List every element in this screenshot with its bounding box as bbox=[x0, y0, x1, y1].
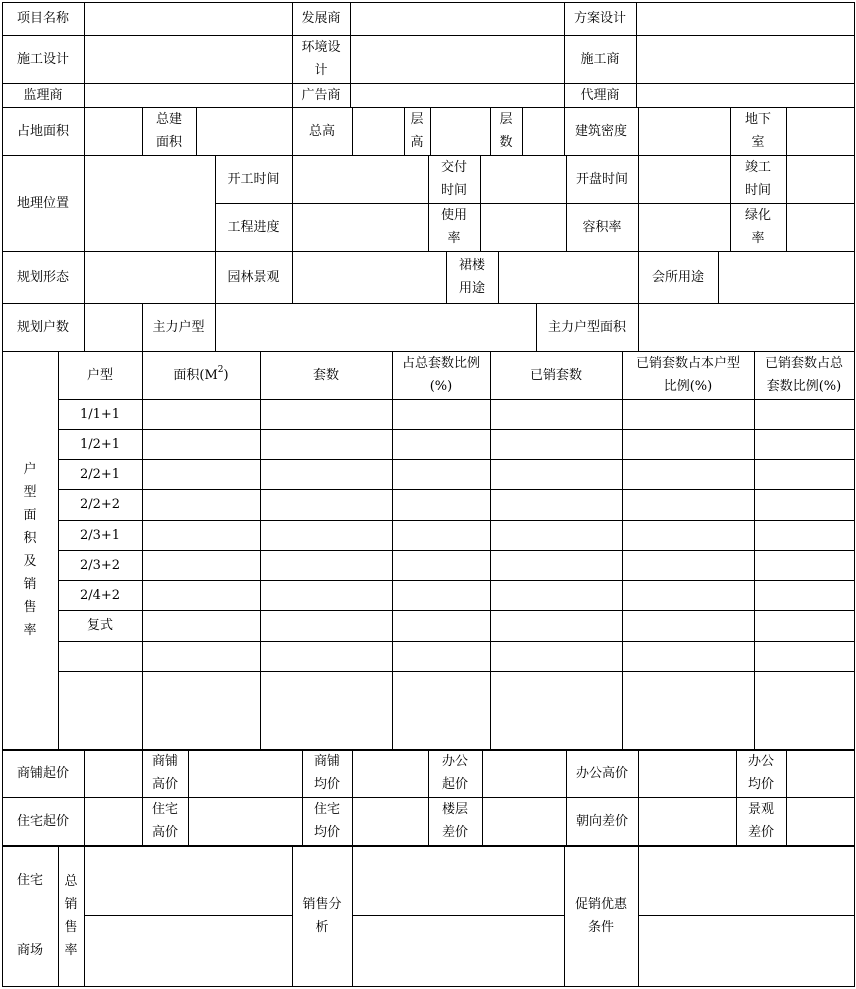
agent-label: 代理商 bbox=[580, 87, 620, 103]
grid-line bbox=[490, 351, 491, 749]
col-area-text: 面积(M bbox=[173, 367, 218, 383]
green-rate-label: 绿化 率 bbox=[744, 208, 771, 246]
completion-time-label: 竣工 时间 bbox=[744, 160, 771, 198]
grid-line bbox=[854, 2, 855, 987]
project-name-label: 项目名称 bbox=[16, 11, 69, 26]
office-avg-price-label: 办公 均价 bbox=[747, 754, 774, 792]
grid-line bbox=[58, 489, 855, 490]
grid-line bbox=[292, 251, 293, 303]
grid-line bbox=[352, 845, 353, 986]
grid-line bbox=[58, 520, 855, 521]
grid-line bbox=[215, 303, 216, 351]
grid-line bbox=[352, 749, 353, 845]
grid-line bbox=[754, 351, 755, 749]
col-unit-type: 户型 bbox=[86, 367, 113, 383]
households-label: 规划户数 bbox=[16, 319, 69, 335]
grid-line bbox=[352, 107, 353, 155]
grid-line bbox=[480, 155, 481, 251]
grid-line bbox=[2, 2, 855, 3]
grid-line bbox=[522, 107, 523, 155]
residential-label: 住宅 bbox=[16, 872, 43, 888]
col-sets: 套数 bbox=[312, 367, 339, 383]
grid-line bbox=[2, 251, 855, 252]
grid-line bbox=[2, 83, 855, 84]
grid-line bbox=[84, 2, 85, 107]
promotion-label: 促销优惠 条件 bbox=[574, 896, 627, 935]
start-time-label: 开工时间 bbox=[227, 171, 280, 187]
col-area bbox=[142, 351, 260, 399]
unit-type-cell: 复式 bbox=[86, 618, 113, 633]
grid-line bbox=[622, 351, 623, 749]
sales-analysis-label: 销售分 析 bbox=[302, 896, 342, 935]
grid-line bbox=[498, 251, 499, 303]
office-high-price-label: 办公高价 bbox=[575, 765, 628, 781]
grid-line bbox=[638, 845, 639, 986]
total-floor-area-label: 总建 面积 bbox=[155, 112, 182, 150]
land-area-label: 占地面积 bbox=[16, 123, 69, 139]
col-share: 占总套数比例 (%) bbox=[401, 356, 480, 394]
office-start-price-label: 办公 起价 bbox=[441, 754, 468, 792]
building-density-label: 建筑密度 bbox=[574, 123, 627, 139]
grid-line bbox=[58, 459, 855, 460]
grid-line bbox=[638, 107, 639, 155]
grid-line bbox=[58, 399, 855, 400]
total-height-label: 总高 bbox=[308, 123, 335, 139]
res-high-price-label: 住宅 高价 bbox=[151, 802, 178, 840]
grid-line bbox=[58, 641, 855, 642]
progress-label: 工程进度 bbox=[227, 219, 280, 235]
opening-time-label: 开盘时间 bbox=[575, 171, 628, 187]
shop-high-price-label: 商铺 高价 bbox=[151, 754, 178, 792]
grid-line bbox=[58, 550, 855, 551]
grid-line bbox=[188, 749, 189, 845]
grid-line bbox=[84, 749, 85, 845]
col-sold-ratio-total: 已销套数占总 套数比例(%) bbox=[764, 356, 843, 394]
grid-line bbox=[58, 580, 855, 581]
shop-start-price-label: 商铺起价 bbox=[16, 765, 69, 781]
floor-diff-label: 楼层 差价 bbox=[441, 802, 468, 840]
col-sold: 已销套数 bbox=[529, 367, 582, 383]
grid-line bbox=[58, 671, 855, 672]
developer-label: 发展商 bbox=[301, 11, 341, 26]
unit-type-cell: 2/2+2 bbox=[79, 497, 121, 512]
grid-line bbox=[430, 107, 431, 155]
shop-avg-price-label: 商铺 均价 bbox=[313, 754, 340, 792]
grid-line bbox=[84, 915, 292, 916]
grid-line bbox=[392, 351, 393, 749]
planning-form-label: 规划形态 bbox=[16, 269, 69, 285]
supervisor-label: 监理商 bbox=[23, 87, 63, 103]
unit-type-cell: 1/1+1 bbox=[79, 406, 121, 422]
orientation-diff-label: 朝向差价 bbox=[575, 813, 628, 829]
col-area-close: ) bbox=[223, 367, 229, 383]
grid-line bbox=[786, 749, 787, 845]
advertiser-label: 广告商 bbox=[301, 87, 341, 103]
plot-ratio-label: 容积率 bbox=[582, 219, 622, 235]
location-label: 地理位置 bbox=[16, 195, 69, 211]
unit-type-cell: 2/2+1 bbox=[79, 466, 121, 482]
main-unit-area-label: 主力户型面积 bbox=[547, 319, 626, 335]
grid-line bbox=[718, 251, 719, 303]
club-use-label: 会所用途 bbox=[651, 269, 704, 285]
res-avg-price-label: 住宅 均价 bbox=[313, 802, 340, 840]
grid-line bbox=[352, 915, 564, 916]
unit-table-side-label: 户 型 面 积 及 销 售 率 bbox=[23, 462, 37, 638]
total-sales-rate-label: 总 销 售 率 bbox=[64, 873, 78, 958]
grid-line bbox=[350, 2, 351, 107]
mall-label: 商场 bbox=[16, 943, 43, 958]
grid-line bbox=[292, 155, 293, 251]
grid-line bbox=[84, 155, 85, 251]
main-unit-label: 主力户型 bbox=[152, 319, 205, 335]
unit-type-cell: 2/3+2 bbox=[79, 557, 121, 573]
grid-line bbox=[2, 845, 855, 847]
grid-line bbox=[196, 107, 197, 155]
construction-design-label: 施工设计 bbox=[16, 51, 69, 67]
res-start-price-label: 住宅起价 bbox=[16, 813, 69, 829]
grid-line bbox=[84, 107, 85, 155]
grid-line bbox=[636, 2, 637, 107]
grid-line bbox=[58, 610, 855, 611]
podium-use-label: 裙楼 用途 bbox=[458, 258, 485, 296]
grid-line bbox=[2, 986, 855, 987]
grid-line bbox=[638, 303, 639, 351]
grid-line bbox=[142, 351, 143, 749]
grid-line bbox=[58, 429, 855, 430]
delivery-time-label: 交付 时间 bbox=[440, 160, 467, 198]
col-sold-ratio-type: 已销套数占本户型 比例(%) bbox=[635, 356, 740, 394]
scheme-design-label: 方案设计 bbox=[573, 11, 626, 26]
grid-line bbox=[638, 915, 855, 916]
grid-line bbox=[84, 303, 85, 351]
grid-line bbox=[482, 749, 483, 845]
grid-line bbox=[2, 303, 855, 304]
col-area-superscript: 2 bbox=[217, 364, 224, 375]
unit-type-cell: 1/2+1 bbox=[79, 436, 121, 452]
grid-line bbox=[84, 251, 85, 303]
grid-line bbox=[84, 845, 85, 986]
contractor-label: 施工商 bbox=[580, 51, 620, 67]
grid-line bbox=[638, 749, 639, 845]
environment-design-label: 环境设 计 bbox=[301, 40, 341, 78]
grid-line bbox=[2, 35, 855, 36]
landscape-label: 园林景观 bbox=[227, 269, 280, 285]
floor-height-label: 层 高 bbox=[410, 112, 424, 150]
view-diff-label: 景观 差价 bbox=[747, 802, 774, 840]
floor-count-label: 层 数 bbox=[499, 112, 513, 150]
grid-line bbox=[260, 351, 261, 749]
unit-type-cell: 2/3+1 bbox=[79, 527, 121, 543]
unit-type-cell: 2/4+2 bbox=[79, 587, 121, 603]
grid-line bbox=[638, 155, 639, 251]
grid-line bbox=[786, 155, 787, 251]
basement-label: 地下 室 bbox=[744, 112, 771, 150]
grid-line bbox=[786, 107, 787, 155]
usage-rate-label: 使用 率 bbox=[440, 208, 467, 246]
